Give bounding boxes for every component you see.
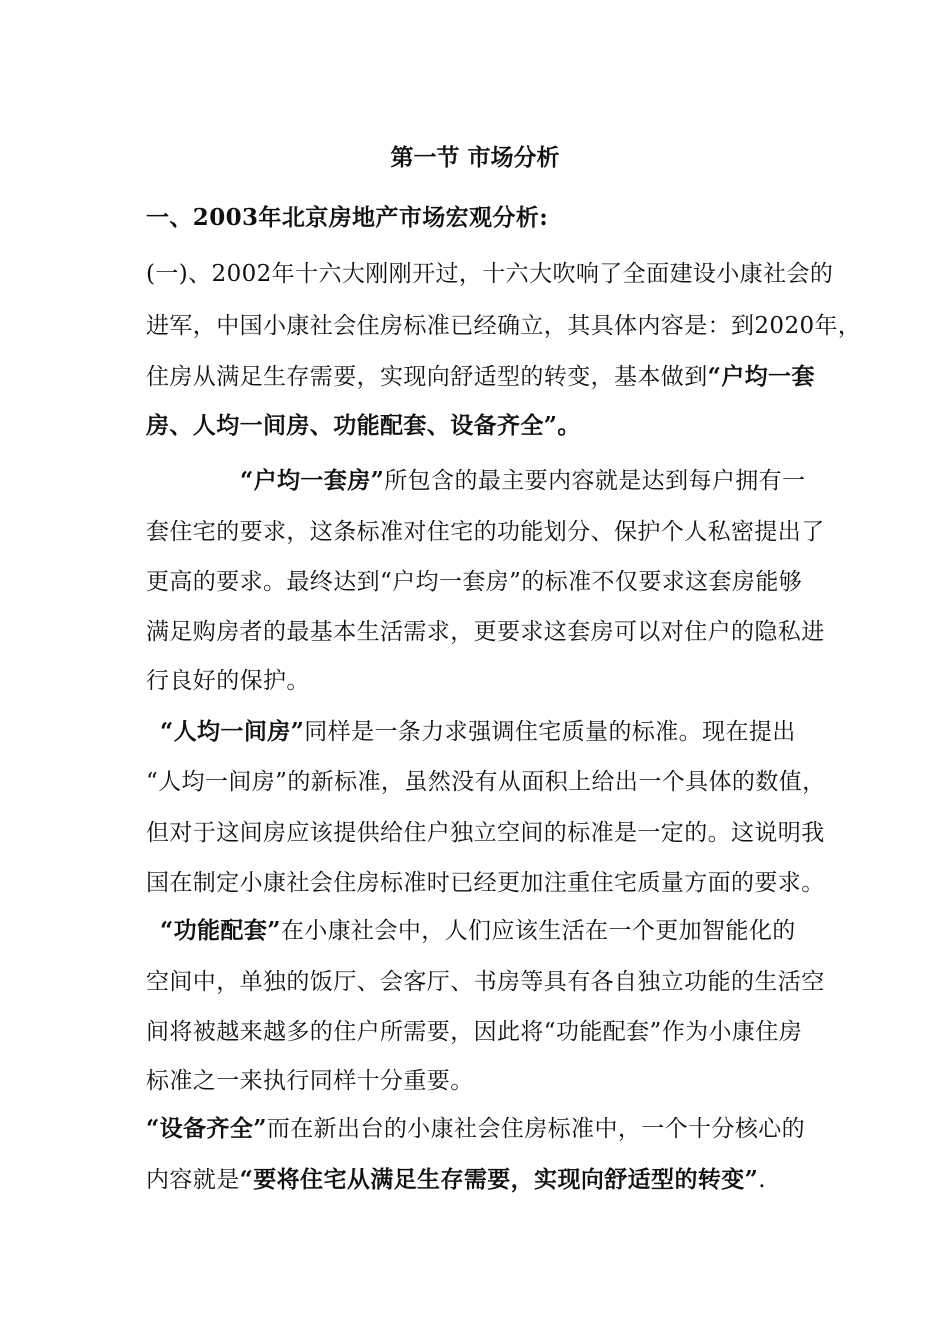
p2-line-2: 套住宅的要求，这条标准对住宅的功能划分、保护个人私密提出了 [146, 519, 825, 545]
p2-term: “户均一套房” [240, 467, 385, 494]
p2-line-1-rest: 所包含的最主要内容就是达到每户拥有一 [384, 468, 806, 494]
p1-line-4: 房、人均一间房、功能配套、设备齐全”。 [146, 412, 581, 439]
p2-line-3: 更高的要求。最终达到“户均一套房”的标准不仅要求这套房能够 [146, 569, 803, 595]
p4-line-3: 间将被越来越多的住户所需要，因此将“功能配套”作为小康住房 [146, 1019, 803, 1045]
p3-line-1 [160, 717, 796, 747]
p4-line-4: 标准之一来执行同样十分重要。 [146, 1068, 474, 1094]
p5-line-2-bold: “要将住宅从满足生存需要，实现向舒适型的转变” [239, 1166, 759, 1193]
p4-line-1 [160, 916, 796, 946]
p1-line-1: (一)、2002年十六大刚刚开过，十六大吹响了全面建设小康社会的 [146, 261, 834, 287]
heading-macro-analysis: 一、2003年北京房地产市场宏观分析: [146, 204, 549, 231]
section-title: 第一节 市场分析 [390, 144, 560, 171]
p2-line-4: 满足购房者的最基本生活需求，更要求这套房可以对住户的隐私进 [146, 619, 825, 645]
p5-term: “设备齐全” [146, 1115, 267, 1142]
p4-term: “功能配套” [160, 917, 281, 944]
p1-line-3 [146, 362, 815, 392]
p5-line-1-rest: 而在新出台的小康社会住房标准中，一个十分核心的 [266, 1116, 806, 1142]
p2-line-1 [240, 466, 805, 496]
p3-line-4: 国在制定小康社会住房标准时已经更加注重住宅质量方面的要求。 [146, 870, 825, 896]
p5-line-1 [146, 1114, 805, 1144]
p3-line-1-rest: 同样是一条力求强调住宅质量的标准。现在提出 [304, 719, 796, 745]
p4-line-1-rest: 在小康社会中，人们应该生活在一个更加智能化的 [280, 918, 796, 944]
p1-line-3-text: 住房从满足生存需要，实现向舒适型的转变，基本做到 [146, 364, 708, 390]
p5-line-2-text: 内容就是 [146, 1167, 240, 1193]
p5-line-2 [146, 1165, 766, 1195]
p4-line-2: 空间中，单独的饭厅、会客厅、书房等具有各自独立功能的生活空 [146, 969, 825, 995]
p2-line-5: 行良好的保护。 [146, 668, 310, 694]
p5-line-2-end: . [758, 1167, 766, 1193]
p1-line-2: 进军，中国小康社会住房标准已经确立，其具体内容是：到2020年， [146, 313, 862, 339]
p3-term: “人均一间房” [160, 718, 305, 745]
p3-line-3: 但对于这间房应该提供给住户独立空间的标准是一定的。这说明我 [146, 820, 825, 846]
p3-line-2: “人均一间房”的新标准，虽然没有从面积上给出一个具体的数值， [146, 769, 826, 795]
p1-line-3-bold: “户均一套 [707, 363, 815, 390]
